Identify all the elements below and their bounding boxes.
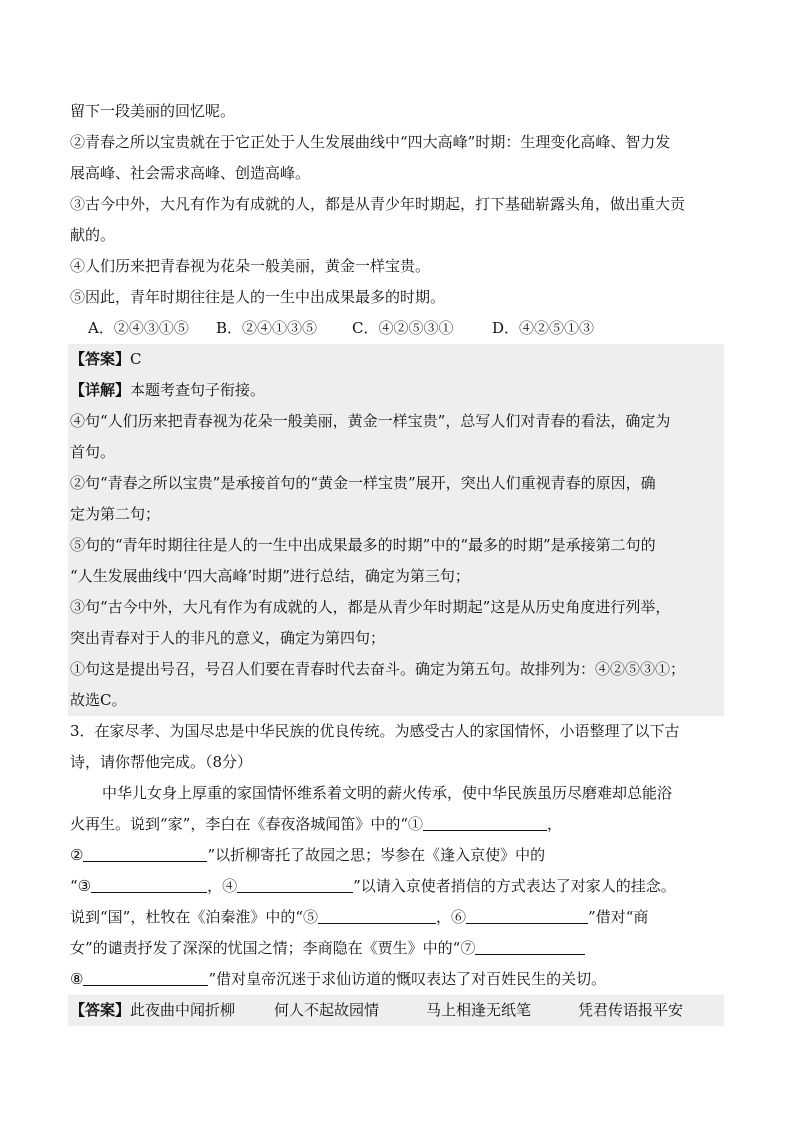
question-text: 女”的谴责抒发了深深的忧国之情；李商隐在《贾生》中的“⑦ bbox=[70, 939, 476, 957]
text-line: 留下一段美丽的回忆呢。 bbox=[70, 102, 236, 120]
blank-4[interactable] bbox=[237, 875, 353, 893]
question-paragraph bbox=[70, 840, 724, 871]
option-d: D．④②⑤①③ bbox=[492, 319, 595, 337]
blank-3[interactable] bbox=[91, 875, 207, 893]
text-line: ③古今中外，大凡有作为有成就的人，都是从青少年时期起，打下基础崭露头角，做出重大贡 bbox=[70, 195, 686, 213]
question-text: 说到“国”，杜牧在《泊秦淮》中的“⑤ bbox=[70, 908, 319, 926]
answer-item: 此夜曲中闻折柳 bbox=[130, 1001, 236, 1019]
text-line: 献的。 bbox=[70, 226, 116, 244]
question-text: ，⑥ bbox=[436, 908, 467, 926]
question-paragraph bbox=[70, 871, 724, 902]
answer-item: 凭君传语报平安 bbox=[578, 1001, 684, 1019]
answer-item: 马上相逢无纸笔 bbox=[426, 1001, 532, 1019]
option-b: B．②④①③⑤ bbox=[216, 319, 318, 337]
blank-5[interactable] bbox=[318, 906, 436, 924]
question-text: ， bbox=[547, 815, 563, 833]
question-paragraph bbox=[70, 964, 724, 995]
explanation-line: ④句“人们历来把青春视为花朵一般美丽，黄金一样宝贵”，总写人们对青春的看法，确定为 bbox=[70, 412, 671, 430]
blank-8[interactable] bbox=[83, 968, 208, 986]
explanation-line: ③句“古今中外，大凡有作为有成就的人，都是从青少年时期起”这是从历史角度进行列举， bbox=[70, 598, 671, 616]
question-paragraph: 中华儿女身上厚重的家国情怀维系着文明的薪火传承，使中华民族虽历尽磨难却总能浴 bbox=[102, 784, 673, 802]
question-text: ”以请入京使者捎信的方式表达了对家人的挂念。 bbox=[353, 877, 676, 895]
blank-2[interactable] bbox=[83, 844, 207, 862]
answer-label: 【答案】 bbox=[70, 1001, 131, 1019]
options-row bbox=[70, 313, 724, 344]
question-paragraph bbox=[70, 902, 724, 933]
text-line: ④人们历来把青春视为花朵一般美丽，黄金一样宝贵。 bbox=[70, 257, 431, 275]
blank-1[interactable] bbox=[423, 813, 547, 831]
question-text: ，④ bbox=[207, 877, 238, 895]
explanation-line: ①句这是提出号召，号召人们要在青春时代去奋斗。确定为第五句。故排列为：④②⑤③①； bbox=[70, 660, 686, 678]
blank-7[interactable] bbox=[475, 937, 585, 955]
question-text: ”借对“商 bbox=[588, 908, 649, 926]
question-text: ⑧ bbox=[70, 970, 84, 988]
explanation-line: 突出青春对于人的非凡的意义，确定为第四句； bbox=[70, 629, 386, 647]
explanation-line: 首句。 bbox=[70, 443, 116, 461]
option-a: A．②④③①⑤ bbox=[88, 319, 189, 337]
answer-label: 【答案】 bbox=[70, 350, 131, 368]
option-c: C．④②⑤③① bbox=[352, 319, 454, 337]
answer-item: 何人不起故园情 bbox=[274, 1001, 380, 1019]
text-line: ⑤因此，青年时期往往是人的一生中出成果最多的时期。 bbox=[70, 288, 446, 306]
document-page bbox=[70, 96, 724, 1026]
explanation-line: “人生发展曲线中‘四大高峰’时期”进行总结，确定为第三句； bbox=[70, 567, 470, 585]
detail-label: 【详解】 bbox=[70, 381, 131, 399]
question-text: ② bbox=[70, 846, 84, 864]
answer-block-3 bbox=[68, 995, 724, 1026]
answer-line bbox=[70, 344, 724, 375]
question-title: 诗，请你帮他完成。（8分） bbox=[70, 753, 253, 771]
question-text: ”借对皇帝沉迷于求仙访道的慨叹表达了对百姓民生的关切。 bbox=[208, 970, 607, 988]
explanation-line: 定为第二句； bbox=[70, 505, 161, 523]
question-text: ”以折柳寄托了故园之思；岑参在《逢入京使》中的 bbox=[207, 846, 546, 864]
question-title: 3．在家尽孝、为国尽忠是中华民族的优良传统。为感受古人的家国情怀，小语整理了以下古 bbox=[70, 722, 680, 740]
explanation-line: 故选C。 bbox=[70, 691, 127, 709]
question-text: 火再生。说到“家”，李白在《春夜洛城闻笛》中的“① bbox=[70, 815, 424, 833]
answer-block-1 bbox=[68, 344, 724, 716]
text-line: ②青春之所以宝贵就在于它正处于人生发展曲线中“四大高峰”时期：生理变化高峰、智力发 bbox=[70, 133, 671, 151]
question-text: “③ bbox=[70, 877, 92, 895]
text-line: 展高峰、社会需求高峰、创造高峰。 bbox=[70, 164, 311, 182]
answer-line bbox=[70, 995, 724, 1026]
answer-value: C bbox=[130, 350, 142, 368]
explanation-line: ②句“青春之所以宝贵”是承接首句的“黄金一样宝贵”展开，突出人们重视青春的原因，确 bbox=[70, 474, 656, 492]
blank-6[interactable] bbox=[466, 906, 588, 924]
explanation-line: ⑤句的“青年时期往往是人的一生中出成果最多的时期”中的“最多的时期”是承接第二句的 bbox=[70, 536, 656, 554]
detail-text: 本题考查句子衔接。 bbox=[130, 381, 266, 399]
question-paragraph bbox=[70, 933, 724, 964]
detail-line bbox=[70, 375, 724, 406]
question-paragraph bbox=[70, 809, 724, 840]
